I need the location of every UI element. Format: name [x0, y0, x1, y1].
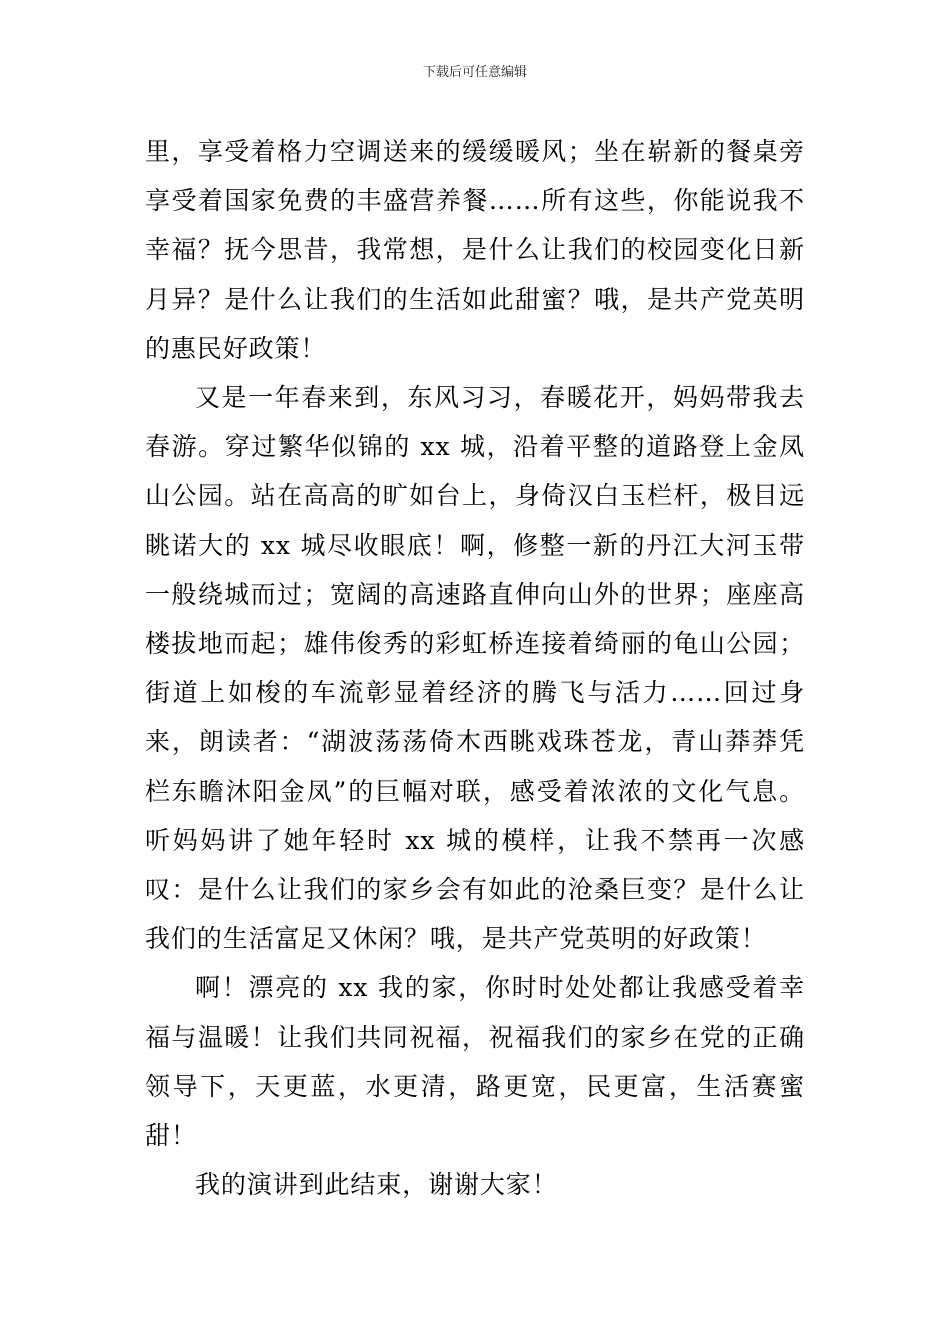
paragraph-3: 啊！漂亮的 xx 我的家，你时时处处都让我感受着幸福与温暖！让我们共同祝福，祝福我们的家乡在党的正确领导下，天更蓝，水更清，路更宽，民更富，生活赛蜜甜！: [145, 973, 805, 1151]
paragraph-4: 我的演讲到此结束，谢谢大家！: [195, 1170, 558, 1200]
paragraph-2: 又是一年春来到，东风习习，春暖花开，妈妈带我去春游。穿过繁华似锦的 xx 城，沿着平整的道路登上金凤山公园。站在高高的旷如台上，身倚汉白玉栏杆，极目远眺诺大的 xx 城尽收眼底！啊，修整一新的丹江大河玉带一般绕城而过；宽阔的高速路直伸向山外的世界；座座高楼拔地而起；雄伟俊秀的彩虹桥连接着绮丽的龟山公园；街道上如梭的车流彰显着经济的腾飞与活力……回过身来，朗读者：“湖波荡荡倚木西眺戏珠苍龙，青山莽莽凭栏东瞻沐阳金凤”的巨幅对联，感受着浓浓的文化气息。听妈妈讲了她年轻时 xx 城的模样，让我不禁再一次感叹：是什么让我们的家乡会有如此的沧桑巨变？是什么让我们的生活富足又休闲？哦，是共产党英明的好政策！: [145, 383, 805, 954]
page-header: 下载后可任意编辑: [422, 65, 527, 80]
document-body: [145, 127, 805, 1209]
paragraph-1: 里，享受着格力空调送来的缓缓暖风；坐在崭新的餐桌旁享受着国家免费的丰盛营养餐……所有这些，你能说我不幸福？抚今思昔，我常想，是什么让我们的校园变化日新月异？是什么让我们的生活如此甜蜜？哦，是共产党英明的惠民好政策！: [145, 137, 805, 363]
